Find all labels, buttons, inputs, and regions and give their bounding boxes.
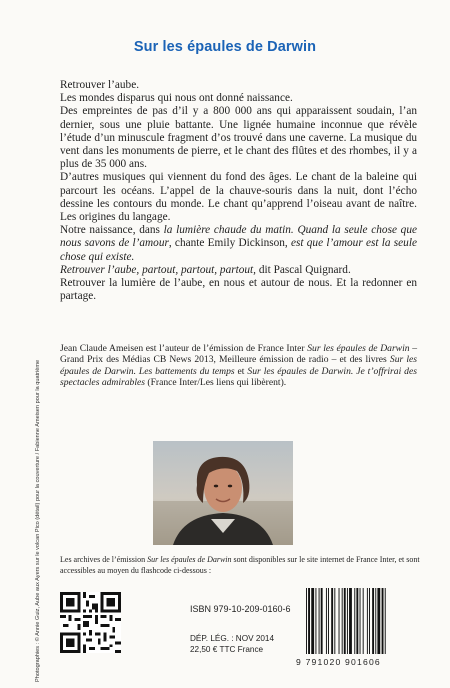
photo-credits: Photographies : © Annie Guiz, Aube aux Ayers sur le volcan Pico (détail) pour la couverture / Fabienne Ameisen pour la quatrième <box>35 359 41 682</box>
blurb-paragraph: Des empreintes de pas d’il y a 800 000 ans qui apparaissent soudain, l’an dernier, sous une pluie battante. Une lignée humaine inconnue que révèle l’étude d’un minuscule fragment d’os trouvé dans une caverne. La musique du vent dans les monuments de pierre, et le chant des flûtes et des rhombes, il y a plus de 35 000 ans. <box>60 105 417 171</box>
quote-italic: la lumière chaude du matin. Quand la seule chose que nous savons de l’amour <box>60 224 417 250</box>
blurb-paragraph: Les mondes disparus qui nous ont donné naissance. <box>60 92 293 105</box>
isbn-label: ISBN 979-10-209-0160-6 <box>190 604 291 614</box>
legal-deposit-block <box>190 634 274 655</box>
quote-italic: Retrouver l’aube, partout, partout, partout, <box>60 263 257 276</box>
barcode-icon <box>303 588 415 656</box>
price-label: 22,50 € TTC France <box>190 644 264 654</box>
book-title: Sur les épaules de Darwin <box>133 39 317 55</box>
legal-deposit: DÉP. LÉG. : NOV 2014 <box>190 634 275 643</box>
blurb-paragraph: Retrouver l’aube. <box>60 79 140 91</box>
qr-code-icon[interactable] <box>60 592 121 653</box>
blurb-paragraph: D’autres musiques qui viennent du fond des âges. Le chant de la baleine qui parcourt les océans. L’appel de la chauve-souris dans la nuit, dont l’écho dessine les contours du monde. Le chant qu’apprend l’oiseau avant de naître. Les origines du langage. <box>60 171 417 224</box>
blurb-text <box>60 79 417 303</box>
blurb-paragraph: Retrouver l’aube, partout, partout, partout, dit Pascal Quignard. <box>60 263 351 276</box>
blurb-paragraph: Notre naissance, dans la lumière chaude du matin. Quand la seule chose que nous savons de l’amour, chante Emily Dickinson, est que l’amour est la seule chose qui existe. <box>60 224 417 263</box>
barcode-number: 9 791020 901606 <box>296 657 381 667</box>
author-bio: Jean Claude Ameisen est l’auteur de l’émission de France Inter Sur les épaules de Darwin – Grand Prix des Médias CB News 2013, Meilleure émission de radio – et des livres Sur les épaules de Darwin. Les battements du temps et Sur les épaules de Darwin. Je t’offrirai des spectacles admirables (France Inter/Les liens qui libèrent). <box>60 343 418 388</box>
author-photo <box>153 441 293 545</box>
quote-italic: est que l’amour est la seule chose qui existe. <box>60 237 417 263</box>
archives-note: Les archives de l’émission Sur les épaules de Darwin sont disponibles sur le site internet de France Inter, et sont accessibles au moyen du flashcode ci-dessous : <box>60 555 420 575</box>
blurb-paragraph: Retrouver la lumière de l’aube, en nous et autour de nous. Et la redonner en partage. <box>60 277 417 303</box>
